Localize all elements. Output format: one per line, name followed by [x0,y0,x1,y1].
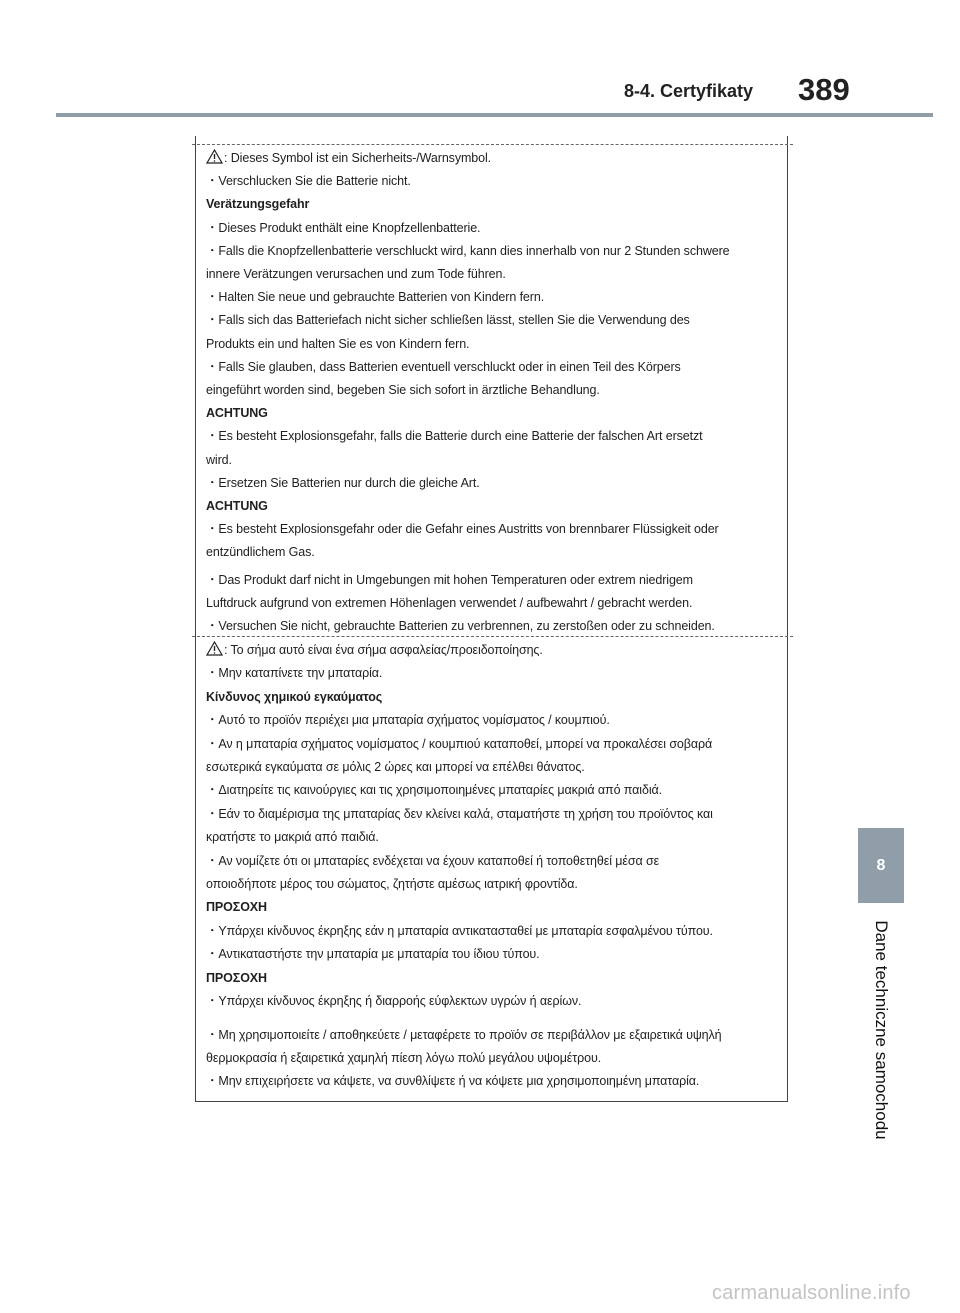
line-text: ・Υπάρχει κίνδυνος έκρηξης εάν η μπαταρία αντικατασταθεί με μπαταρία εσφαλμένου τύπου. [206,923,713,938]
line-text: ・Μη χρησιμοποιείτε / αποθηκεύετε / μεταφέρετε το προϊόν σε περιβάλλον με εξαιρετικά υψηλή [206,1027,722,1042]
line-text: ・Falls sich das Batteriefach nicht sicher schließen lässt, stellen Sie die Verwendung des [206,313,690,328]
warning-text-line [206,1047,781,1070]
line-text: κρατήστε το μακριά από παιδιά. [206,830,379,845]
warning-text-line [206,333,781,356]
line-text: entzündlichem Gas. [206,545,315,560]
line-text: Verätzungsgefahr [206,197,310,212]
warning-text-line [206,990,781,1013]
line-text: Produkts ein und halten Sie es von Kindern fern. [206,336,470,351]
warning-text-line [206,286,781,309]
warning-heading [206,686,781,709]
german-warning-section [206,147,781,638]
line-text: οποιοδήποτε μέρος του σώματος, ζητήστε αμέσως ιατρική φροντίδα. [206,877,578,892]
warning-text-line [206,709,781,732]
line-text: eingeführt worden sind, begeben Sie sich sofort in ärztliche Behandlung. [206,383,600,398]
line-text: ・Halten Sie neue und gebrauchte Batterien von Kindern fern. [206,290,545,305]
warning-text-line [206,309,781,332]
warning-text-line [206,147,781,170]
warning-text-line [206,873,781,896]
section-dashed-rule [192,636,793,637]
warning-text-line [206,425,781,448]
line-text: Luftdruck aufgrund von extremen Höhenlagen verwendet / aufbewahrt / gebracht werden. [206,595,693,610]
line-text: ・Versuchen Sie nicht, gebrauchte Batterien zu verbrennen, zu zerstoßen oder zu schneiden. [206,619,715,634]
warning-text-line [206,850,781,873]
warning-triangle-icon [206,149,223,164]
warning-text-line [206,662,781,685]
warning-text-line [206,733,781,756]
warning-text-line [206,472,781,495]
line-text: ・Falls Sie glauben, dass Batterien eventuell verschluckt oder in einen Teil des Körpers [206,359,681,374]
line-text: ・Verschlucken Sie die Batterie nicht. [206,174,411,189]
warning-text-line [206,615,781,638]
chapter-number: 8 [876,856,886,874]
warning-heading [206,193,781,216]
line-text: θερμοκρασία ή εξαιρετικά χαμηλή πίεση λόγω πολύ μεγάλου υψομέτρου. [206,1050,602,1065]
line-text: ・Μην καταπίνετε την μπαταρία. [206,666,383,681]
warning-text-line [206,920,781,943]
warning-text-line [206,756,781,779]
line-text: ・Das Produkt darf nicht in Umgebungen mit hohen Temperaturen oder extrem niedrigem [206,572,693,587]
warning-text-line [206,240,781,263]
watermark: carmanualsonline.info [712,1282,911,1304]
warning-heading [206,402,781,425]
line-text: ・Dieses Produkt enthält eine Knopfzellenbatterie. [206,220,481,235]
chapter-title: Dane techniczne samochodu [872,920,891,1140]
warning-heading [206,967,781,990]
line-text: ・Μην επιχειρήσετε να κάψετε, να συνθλίψετε ή να κόψετε μια χρησιμοποιημένη μπαταρία. [206,1074,700,1089]
page-number: 389 [798,72,850,107]
warning-text-line [206,356,781,379]
warning-text-line [206,826,781,849]
warning-text-line [206,541,781,564]
line-text: ・Falls die Knopfzellenbatterie verschluckt wird, kann dies innerhalb von nur 2 Stunden schwere [206,243,730,258]
warning-text-line [206,449,781,472]
warning-text-line [206,569,781,592]
line-text: ΠΡΟΣΟΧΗ [206,900,267,915]
line-text: Κίνδυνος χημικού εγκαύματος [206,689,383,704]
warning-heading [206,896,781,919]
line-text: ・Αυτό το προϊόν περιέχει μια μπαταρία σχήματος νομίσματος / κουμπιού. [206,713,610,728]
warning-text-line [206,943,781,966]
top-dashed-rule [192,144,793,145]
section-title: 8-4. Certyfikaty [624,81,754,101]
warning-text-line [206,639,781,662]
warning-triangle-icon [206,641,223,656]
warning-text-line [206,170,781,193]
line-text: εσωτερικά εγκαύματα σε μόλις 2 ώρες και μπορεί να επέλθει θάνατος. [206,760,585,775]
line-text: ・Αν η μπαταρία σχήματος νομίσματος / κουμπιού καταποθεί, μπορεί να προκαλέσει σοβαρά [206,736,713,751]
warning-text-line [206,1070,781,1093]
warning-text-line [206,803,781,826]
line-text: ・Εάν το διαμέρισμα της μπαταρίας δεν κλείνει καλά, σταματήστε τη χρήση του προϊόντος και [206,806,713,821]
line-text: ACHTUNG [206,406,268,421]
warning-text-line [206,379,781,402]
header-rule [56,113,933,117]
line-text: wird. [206,452,232,467]
line-text: ・Es besteht Explosionsgefahr, falls die Batterie durch eine Batterie der falschen Art ersetzt [206,429,703,444]
certificate-box [195,136,788,1102]
line-text: ・Διατηρείτε τις καινούργιες και τις χρησιμοποιημένες μπαταρίες μακριά από παιδιά. [206,783,662,798]
warning-text-line [206,779,781,802]
warning-text-line [206,592,781,615]
warning-heading [206,495,781,518]
line-text: ΠΡΟΣΟΧΗ [206,970,267,985]
greek-warning-section [206,639,781,1094]
line-text: innere Verätzungen verursachen und zum Tode führen. [206,267,506,282]
line-text: ・Es besteht Explosionsgefahr oder die Gefahr eines Austritts von brennbarer Flüssigkeit oder [206,522,719,537]
line-text: ・Αν νομίζετε ότι οι μπαταρίες ενδέχεται να έχουν καταποθεί ή τοποθετηθεί μέσα σε [206,853,660,868]
warning-text-line [206,263,781,286]
warning-text-line [206,217,781,240]
line-text: : Dieses Symbol ist ein Sicherheits-/Warnsymbol. [224,151,492,165]
line-text: ・Αντικαταστήστε την μπαταρία με μπαταρία του ίδιου τύπου. [206,947,540,962]
warning-text-line [206,1024,781,1047]
line-text: ACHTUNG [206,499,268,514]
line-text: ・Ersetzen Sie Batterien nur durch die gleiche Art. [206,475,480,490]
line-text: ・Υπάρχει κίνδυνος έκρηξης ή διαρροής εύφλεκτων υγρών ή αερίων. [206,994,582,1009]
warning-text-line [206,518,781,541]
line-text: : Το σήμα αυτό είναι ένα σήμα ασφαλείας/προειδοποίησης. [224,643,543,657]
